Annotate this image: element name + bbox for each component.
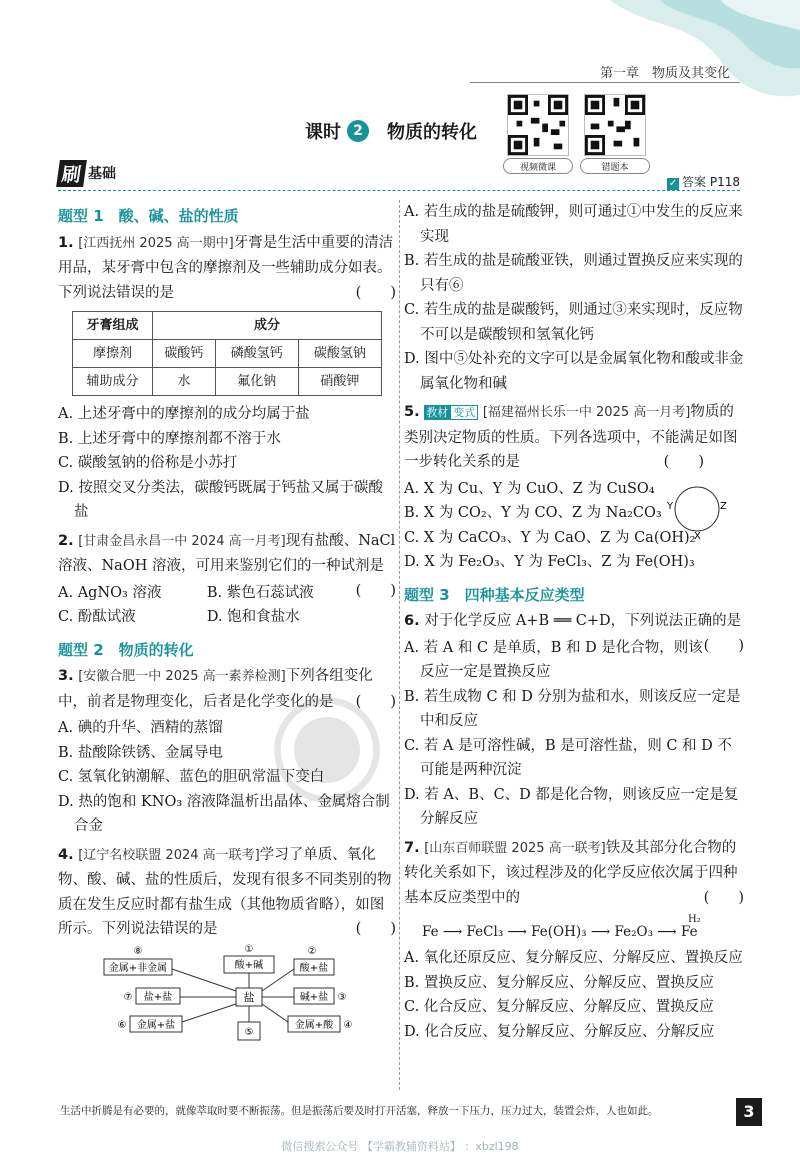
right-column — [404, 200, 744, 1044]
option: D. X 为 Fe₂O₃、Y 为 FeCl₃、Z 为 Fe(OH)₃ — [404, 554, 695, 570]
option: C. 氢氧化钠潮解、蓝色的胆矾常温下变白 — [58, 769, 325, 785]
chain-over-label: H₂ — [688, 914, 701, 925]
topic-2-title: 题型 2 物质的转化 — [58, 640, 194, 659]
option: B. 置换反应、复分解反应、分解反应、置换反应 — [404, 974, 714, 991]
table-row — [73, 368, 382, 396]
diagram-node-num: ⑤ — [244, 1026, 254, 1038]
answer-paren: ( ) — [355, 582, 396, 599]
diagram-node-label: 金属+酸 — [294, 1019, 334, 1031]
footer-note: 生活中折腾是有必要的，就像萃取时要不断振荡。但是振荡后要及时打开活塞，释放一下压力，压力过大，装置会炸，人也如此。 — [60, 1105, 659, 1117]
answer-paren: ( ) — [355, 284, 396, 301]
question-stem: 学习了单质、氧化物、酸、碱、盐的性质后，发现有很多不同类别的物质在发生反应时都有盐生成（其他物质省略），如图所示。下列说法错误的是 — [58, 846, 392, 937]
diagram-node-num: ② — [307, 945, 317, 957]
table-cell: 硝酸钾 — [298, 368, 381, 396]
table-cell: 氟化钠 — [215, 368, 298, 396]
option: C. 碳酸氢钠的俗称是小苏打 — [58, 455, 238, 471]
qr-code-video[interactable] — [507, 94, 569, 156]
lesson-number: 2 — [347, 120, 369, 142]
answer-paren: ( ) — [663, 454, 704, 470]
diagram-center-label: 盐 — [243, 990, 255, 1004]
table-cell: 辅助成分 — [73, 368, 153, 396]
question-stem: 现有盐酸、NaCl 溶液、NaOH 溶液，可用来鉴别它们的一种试剂是 — [58, 532, 396, 574]
qr-label-video[interactable]: 视频微课 — [503, 158, 573, 174]
section-banner-big: 刷 — [56, 160, 87, 187]
diagram-node-num: ⑧ — [133, 945, 143, 957]
question-source: [安徽合肥一中 2025 高一素养检测] — [78, 669, 286, 684]
page-number: 3 — [736, 1098, 762, 1126]
qr-label-errors[interactable]: 错题本 — [580, 158, 650, 174]
qr-code-errors[interactable] — [584, 94, 646, 156]
options-grid — [58, 581, 356, 630]
question-stem: 物质的类别决定物质的性质。下列各选项中，不能满足如图一步转化关系的是 — [404, 404, 738, 470]
table-cell: 水 — [153, 368, 216, 396]
option: B. 上述牙膏中的摩擦剂都不溶于水 — [58, 430, 281, 447]
question-source: [江西抚州 2025 高一期中] — [78, 235, 234, 251]
check-icon: ✓ — [668, 178, 678, 189]
watermark-text: 微信搜索公众号 【学霸教辅资料站】 ：xbzl198 — [281, 1140, 519, 1153]
table-cell: 磷酸氢钙 — [215, 340, 298, 368]
question-1 — [58, 231, 396, 306]
question-number: 2. — [58, 532, 74, 549]
option: C. 若 A 是可溶性碱，B 是可溶性盐，则 C 和 D 不可能是两种沉淀 — [404, 737, 732, 778]
option: A. 碘的升华、酒精的蒸馏 — [58, 720, 223, 736]
option: A. AgNO₃ 溶液 — [58, 584, 162, 601]
table-header-cell: 成分 — [153, 312, 382, 340]
section-banner — [58, 160, 116, 186]
option: B. X 为 CO₂、Y 为 CO、Z 为 Na₂CO₃ — [404, 505, 662, 521]
lesson-prefix: 课时 — [305, 122, 341, 143]
answer-paren: ( ) — [355, 921, 396, 937]
table-cell: 摩擦剂 — [73, 340, 153, 368]
cycle-label-z: Z — [720, 500, 727, 512]
question-stem: 牙膏是生活中重要的清洁用品，某牙膏中包含的摩擦剂及一些辅助成分如表。下列说法错误的是 — [58, 234, 394, 301]
option: D. 按照交叉分类法，碳酸钙既属于钙盐又属于碳酸盐 — [58, 479, 383, 520]
diagram-node-label: 金属+盐 — [136, 1019, 176, 1031]
question-number: 1. — [58, 234, 74, 251]
question-6 — [404, 609, 744, 654]
option: A. 氧化还原反应、复分解反应、分解反应、置换反应 — [404, 950, 743, 966]
option: C. 化合反应、复分解反应、分解反应、置换反应 — [404, 999, 714, 1015]
lesson-title — [305, 118, 477, 144]
answer-paren: ( ) — [703, 637, 744, 654]
chapter-title: 第一章 物质及其变化 — [599, 66, 730, 81]
diagram-node-label: 酸+碱 — [234, 959, 264, 971]
question-stem: 下列各组变化中，前者是物理变化，后者是化学变化的是 — [58, 668, 373, 710]
table-cell: 碳酸钙 — [153, 340, 216, 368]
iron-chain — [404, 912, 744, 946]
question-stem: 铁及其部分化合物的转化关系如下，该过程涉及的化学反应依次属于四种基本反应类型中的 — [404, 839, 738, 906]
question-source: [山东百师联盟 2025 高一联考] — [424, 840, 606, 856]
salt-formation-diagram — [98, 944, 398, 1050]
question-source: [辽宁名校联盟 2024 高一联考] — [78, 847, 260, 863]
section-banner-small: 基础 — [88, 166, 117, 182]
question-number: 3. — [58, 668, 74, 684]
variant-tag: 变式 — [450, 405, 478, 420]
chain-text: Fe ⟶ FeCl₃ ⟶ Fe(OH)₃ ⟶ Fe₂O₃ ⟶ Fe — [422, 924, 698, 940]
answer-paren: ( ) — [703, 889, 744, 906]
diagram-node-num: ① — [244, 943, 254, 955]
question-7 — [404, 836, 744, 911]
cycle-label-x: X — [694, 530, 701, 541]
xyz-cycle-diagram — [662, 479, 732, 541]
diagram-node-num: ③ — [337, 991, 347, 1003]
cycle-label-y: Y — [667, 500, 674, 512]
diagram-node-label: 碱+盐 — [299, 991, 329, 1003]
option: A. 若 A 和 C 是单质，B 和 D 是化合物，则该反应一定是置换反应 — [404, 639, 703, 680]
diagram-node-label: 盐+盐 — [143, 991, 173, 1003]
q5-options-block — [404, 477, 744, 575]
option: D. 热的饱和 KNO₃ 溶液降温析出晶体、金属熔合制合金 — [58, 793, 390, 834]
option: C. 酚酞试液 — [58, 609, 136, 625]
question-number: 6. — [404, 613, 420, 629]
option: B. 盐酸除铁锈、金属导电 — [58, 744, 223, 761]
option: D. 若 A、B、C、D 都是化合物，则该反应一定是复分解反应 — [404, 786, 739, 827]
diagram-node-num: ⑥ — [117, 1019, 127, 1031]
option: D. 图中⑤处补充的文字可以是金属氧化物和酸或非金属氧化物和碱 — [404, 351, 744, 392]
textbook-tag: 教材 — [426, 406, 449, 419]
option: D. 饱和食盐水 — [206, 609, 300, 625]
diagram-node-label: 金属+非金属 — [108, 962, 168, 974]
table-cell: 碳酸氢钠 — [298, 340, 381, 368]
toothpaste-table — [72, 311, 382, 396]
option: B. 若生成物 C 和 D 分别为盐和水，则该反应一定是中和反应 — [404, 688, 741, 729]
question-number: 5. — [404, 404, 420, 420]
table-row — [73, 340, 382, 368]
topic-1-title: 题型 1 酸、碱、盐的性质 — [58, 207, 239, 225]
diagram-node-num: ⑦ — [123, 991, 133, 1003]
option: B. 若生成的盐是硫酸亚铁，则通过置换反应来实现的只有⑥ — [404, 253, 743, 294]
option: B. 紫色石蕊试液 — [206, 584, 314, 601]
question-4 — [58, 843, 396, 942]
question-number: 7. — [404, 839, 420, 856]
option: A. X 为 Cu、Y 为 CuO、Z 为 CuSO₄ — [404, 480, 655, 497]
question-5 — [404, 400, 744, 475]
question-source: [福建福州长乐一中 2025 高一月考] — [482, 405, 691, 420]
answer-reference: ✓ 答案 P118 — [668, 175, 740, 189]
header-rule — [470, 82, 740, 83]
option: A. 若生成的盐是硫酸钾，则可通过①中发生的反应来实现 — [404, 204, 743, 245]
answer-paren: ( ) — [355, 693, 396, 710]
diagram-node-num: ④ — [343, 1019, 353, 1031]
lesson-name: 物质的转化 — [387, 122, 477, 143]
column-divider — [399, 200, 400, 1090]
option: D. 化合反应、复分解反应、分解反应、分解反应 — [404, 1023, 715, 1040]
question-3 — [58, 664, 396, 714]
table-header-cell: 牙膏组成 — [73, 312, 153, 340]
question-number: 4. — [58, 846, 74, 863]
table-header-row — [73, 312, 382, 340]
topic-3-title: 题型 3 四种基本反应类型 — [404, 585, 585, 604]
question-source: [甘肃金昌永昌一中 2024 高一月考] — [78, 533, 286, 549]
option: C. X 为 CaCO₃、Y 为 CaO、Z 为 Ca(OH)₂ — [404, 529, 696, 546]
option: C. 若生成的盐是碳酸钙，则通过③来实现时，反应物不可以是碳酸钡和氢氧化钙 — [404, 302, 743, 343]
left-column — [58, 200, 396, 1058]
diagram-node-label: 酸+盐 — [299, 962, 329, 974]
question-stem: 对于化学反应 A+B ══ C+D，下列说法正确的是 — [424, 613, 742, 629]
banner-rule — [58, 190, 740, 191]
option: A. 上述牙膏中的摩擦剂的成分均属于盐 — [58, 406, 310, 422]
